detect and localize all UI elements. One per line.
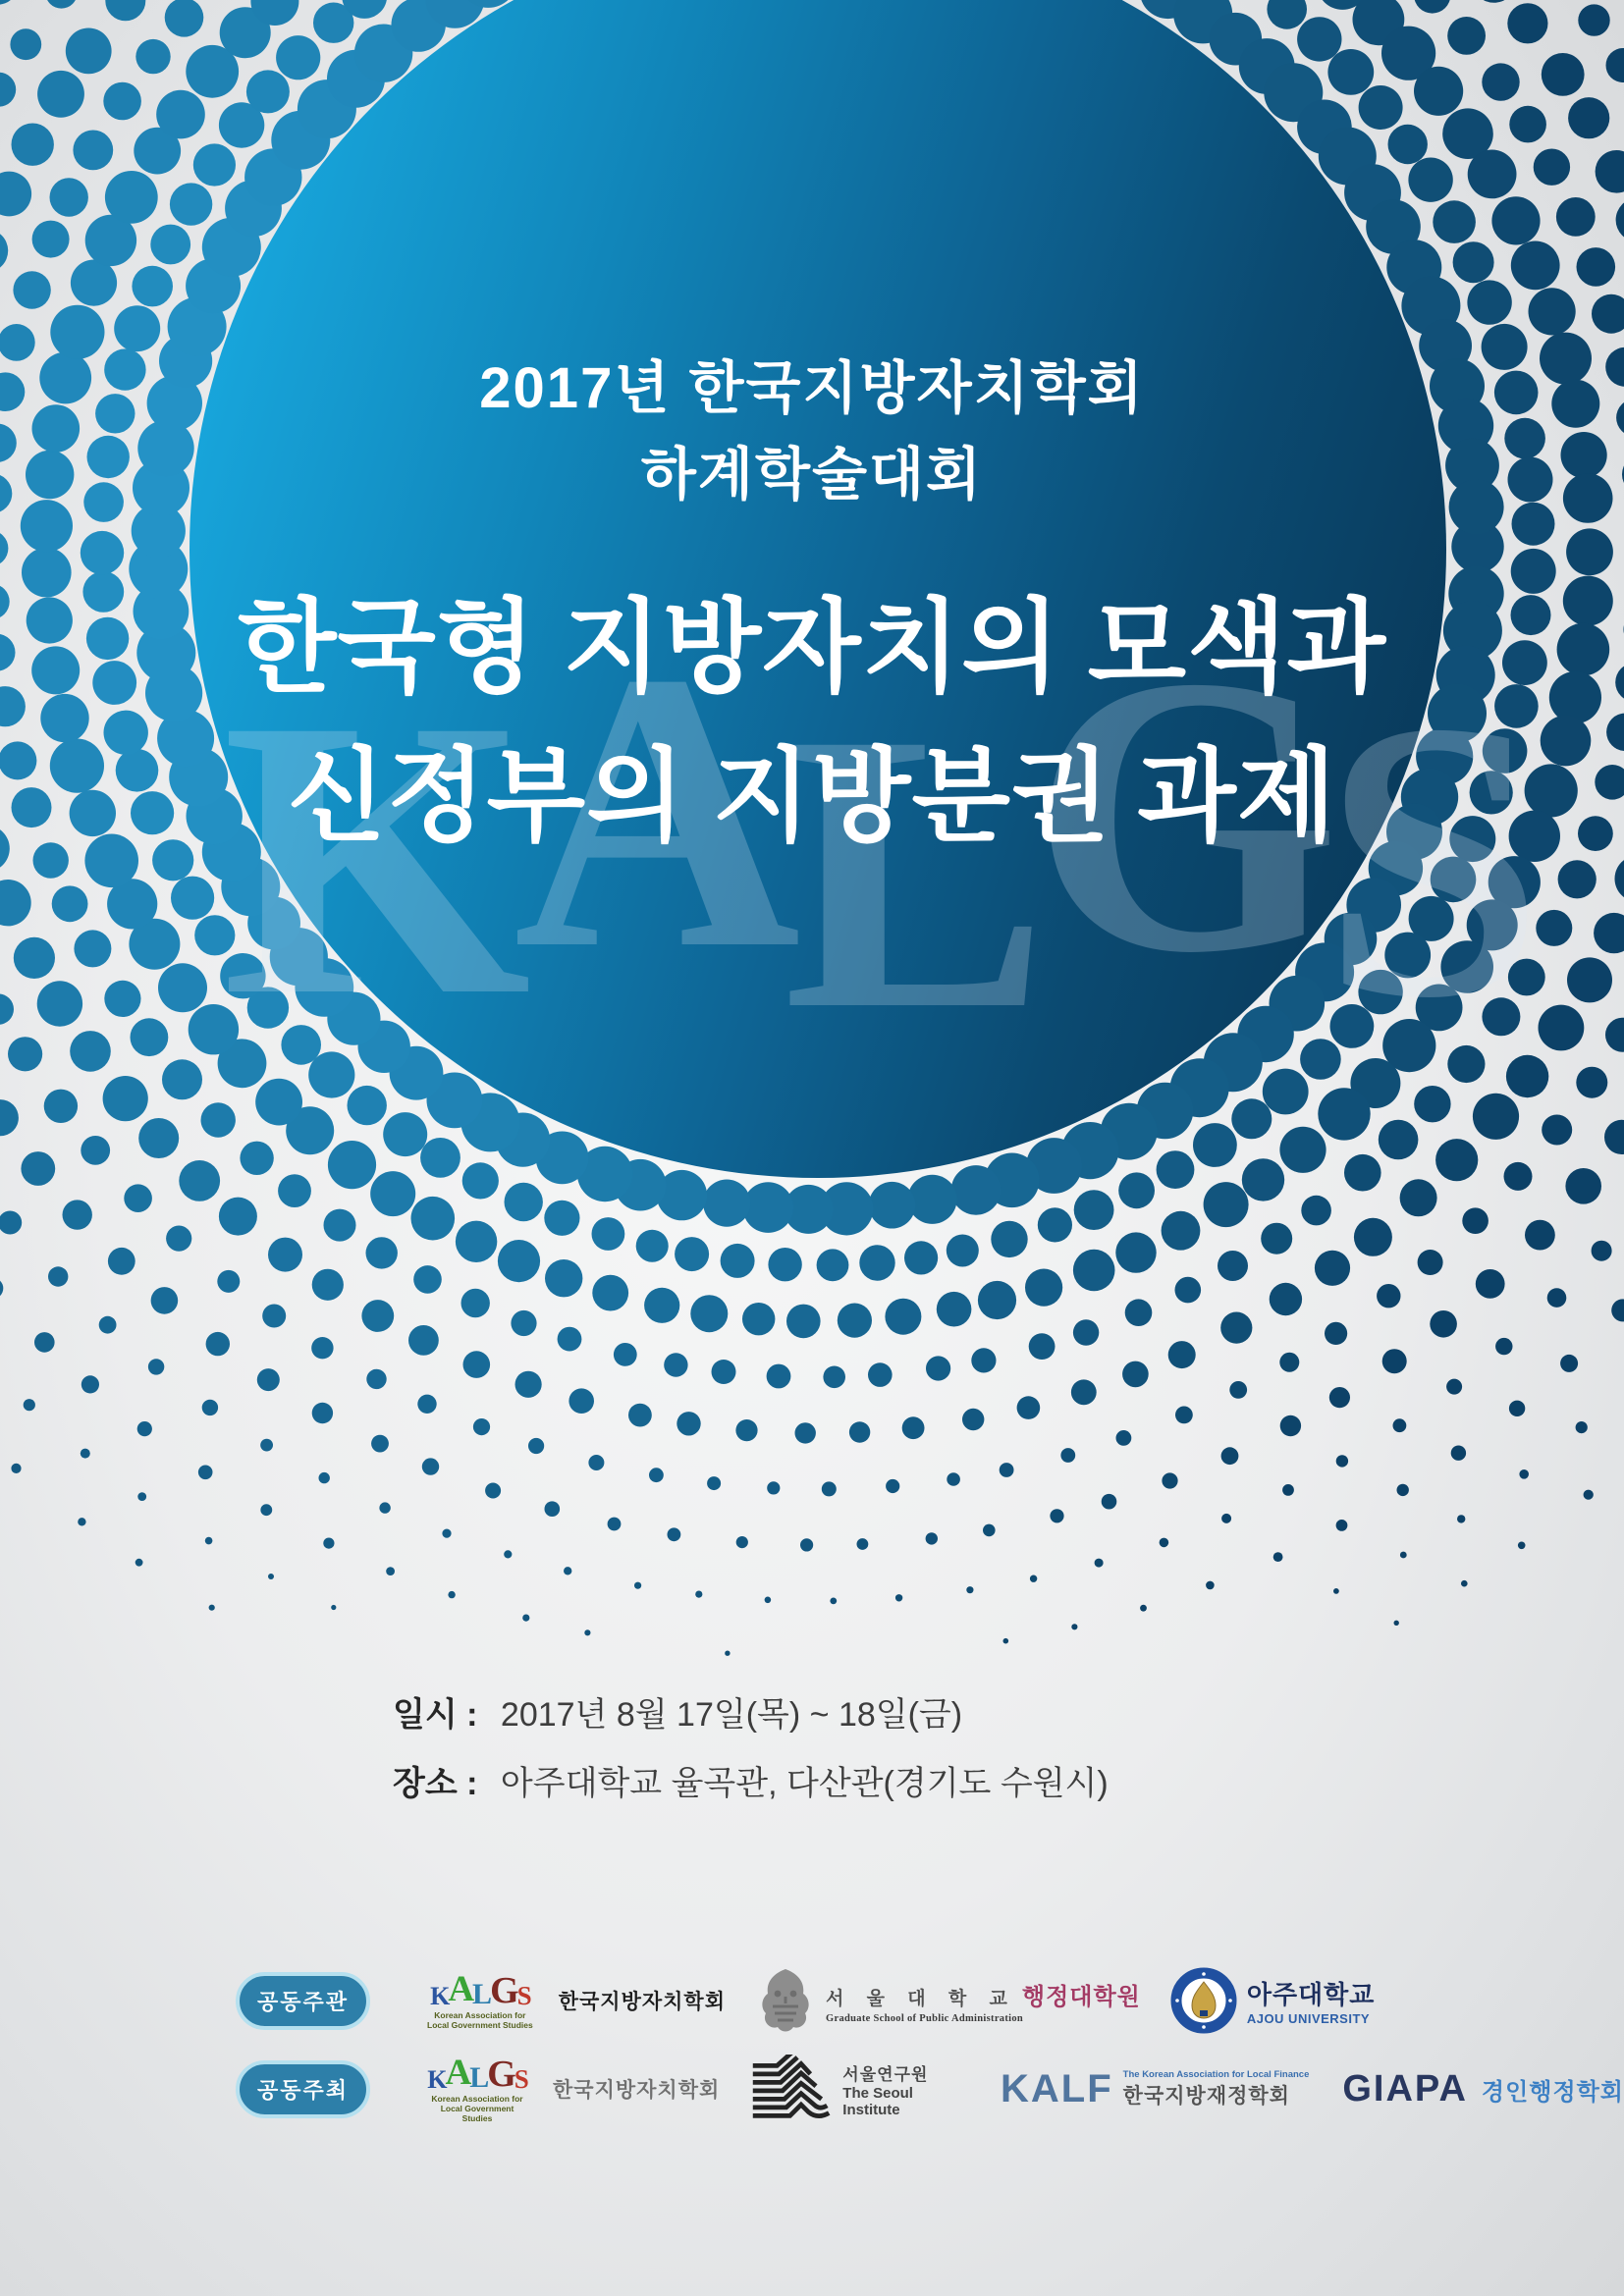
ajou-logo-group bbox=[1170, 1967, 1376, 2034]
ajou-name-en: AJOU UNIVERSITY bbox=[1246, 2011, 1371, 2026]
seoul-institute-logo-group bbox=[749, 2055, 967, 2123]
kalgs-logo bbox=[427, 2052, 527, 2124]
kalf-logo: KALF bbox=[1001, 2066, 1113, 2110]
date-label: 일시 : bbox=[393, 1696, 478, 1734]
kalf-kr: 한국지방재정학회 bbox=[1122, 2084, 1290, 2108]
seoul-institute-mountain-icon bbox=[749, 2055, 833, 2123]
kalgs-letter-g: G bbox=[487, 2053, 514, 2095]
giapa-kr: 경인행정학회 bbox=[1481, 2078, 1624, 2106]
event-place-row bbox=[393, 1749, 1276, 1818]
seoul-institute-en: The Seoul Institute bbox=[842, 2084, 913, 2118]
seoul-institute-kr: 서울연구원 bbox=[842, 2064, 929, 2084]
kalgs-letter-g: G bbox=[490, 1969, 517, 2011]
seoul-institute-text bbox=[842, 2060, 967, 2118]
ajou-emblem-icon bbox=[1170, 1967, 1237, 2034]
co-host-row bbox=[236, 2050, 1624, 2128]
kalgs-letter-a: A bbox=[448, 1968, 473, 2009]
kalgs-letters bbox=[430, 1968, 530, 2011]
kalgs-letter-l: L bbox=[472, 1977, 491, 2010]
date-value: 2017년 8월 17일(목) ~ 18일(금) bbox=[500, 1696, 963, 1734]
subtitle-line1: 2017년 한국지방자치학회 bbox=[479, 356, 1145, 420]
title-line1: 한국형 지방자치의 모색과 bbox=[237, 592, 1387, 705]
kalgs-letter-l: L bbox=[469, 2060, 488, 2094]
kalgs-logo bbox=[427, 1968, 533, 2030]
ajou-name-kr: 아주대학교 bbox=[1246, 1980, 1376, 2009]
kalgs-letters bbox=[427, 2052, 527, 2095]
kalgs-letter-s: S bbox=[516, 1980, 530, 2010]
snu-dept-kr: 행정대학원 bbox=[1021, 1984, 1141, 2010]
place-value: 아주대학교 율곡관, 다산관(경기도 수원시) bbox=[500, 1765, 1109, 1802]
snu-logo-group bbox=[755, 1967, 1141, 2034]
snu-emblem-icon bbox=[755, 1967, 816, 2034]
giapa-logo: GIAPA bbox=[1342, 2067, 1468, 2109]
kalf-en: The Korean Association for Local Finance bbox=[1122, 2068, 1310, 2080]
kalgs-letter-k: K bbox=[427, 2064, 446, 2094]
co-organizer-row bbox=[236, 1961, 1375, 2040]
page-title bbox=[0, 574, 1624, 873]
conference-subtitle bbox=[0, 346, 1624, 518]
kalgs-letter-k: K bbox=[430, 1981, 449, 2010]
kalgs-caption: Korean Association for Local Government Studies bbox=[427, 2009, 533, 2030]
kalgs-name: 한국지방자치학회 bbox=[553, 2079, 721, 2102]
co-host-badge: 공동주최 bbox=[236, 2060, 370, 2118]
kalgs-letter-a: A bbox=[445, 2052, 470, 2093]
snu-name-en: Graduate School of Public Administration bbox=[826, 2013, 1024, 2024]
kalf-text bbox=[1123, 2069, 1310, 2109]
kalgs-name: 한국지방자치학회 bbox=[558, 1991, 727, 2013]
kalgs-caption: Korean Association for Local Government Studies bbox=[431, 2093, 523, 2124]
title-line2: 신정부의 지방분권 과제 bbox=[287, 741, 1337, 854]
kalgs-watermark: KALGS bbox=[222, 590, 1526, 1092]
subtitle-line2: 하계학술대회 bbox=[640, 443, 984, 507]
snu-name-kr: 서 울 대 학 교 bbox=[826, 1989, 1016, 2009]
event-info bbox=[393, 1681, 1276, 1818]
ajou-text bbox=[1247, 1975, 1376, 2026]
kalgs-letter-s: S bbox=[514, 2063, 527, 2094]
co-organizer-badge: 공동주관 bbox=[236, 1972, 370, 2030]
event-date-row bbox=[393, 1681, 1276, 1749]
snu-text bbox=[826, 1977, 1141, 2024]
place-label: 장소 : bbox=[393, 1765, 478, 1802]
